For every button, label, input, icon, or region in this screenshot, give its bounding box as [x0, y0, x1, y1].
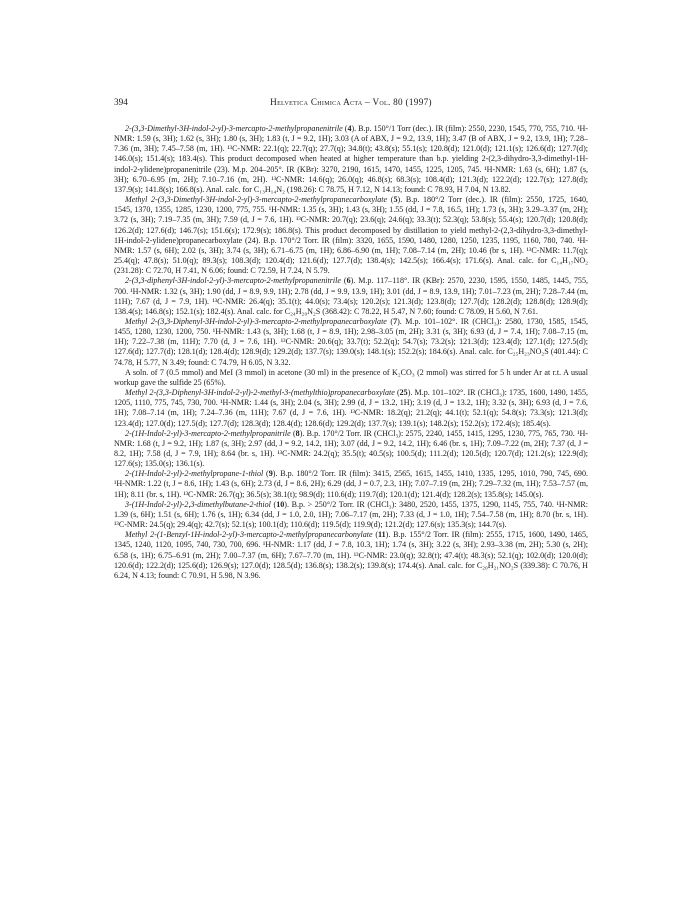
compound-data: . B.p. 155°/2 Torr. IR (film): 2555, 1715, 1600, 1490, 1465, 1345, 1240, 1120, 1095, 740, 730, 700, 696. ¹H-NMR: 1.17 (dd, J = 7.8, 10.3, 1H); 1.74 (s, 3H); 3.22 (s, 3H); 2.93–3.38 (m, 2H); 5.30 (s, 2H); 6.58 (s, 1H); 6.75–6.91 (m, 2H); 7.00–7.37 (m, 6H); 7.67–7.70 (m, 1H). ¹³C-NMR: 23.0(q); 32.8(t); 47.4(t); 48.3(s); 52.1(q); 102.0(d); 120.0(d); 120.6(d); 122.2(d); 125.6(d); 126.9(s); 127.0(d); 128.5(d); 136.8(s); 138.2(s); 139.8(s); 174.4(s). Anal. calc. for C₂₀H₂₁NO₂S (339.38): C 70.76, H 6.24, N 4.13; found: C 70.91, H 5.98, N 3.96. [114, 530, 588, 580]
article-body [114, 124, 588, 844]
compound-title: Methyl 2-(1-Benzyl-1H-indol-2-yl)-3-mercapto-2-methylpropanecarbonylate [125, 530, 373, 540]
compound-data: . B.p. > 250°/2 Torr. IR (CHCl₃): 3480, 2520, 1455, 1375, 1290, 1145, 755, 740. ¹H-NMR: 1.39 (s, 6H); 1.51 (s, 6H); 1.76 (s, 1H); 6.34 (dd, J = 1.0, 2.0, 1H); 7.06–7.17 (m, 2H); 7.33 (d, J = 1.0, 1H); 7.54–7.58 (m, 1H); 8.70 (br. s, 1H). ¹³C-NMR: 24.5(q); 29.4(q); 42.7(s); 52.1(s); 100.1(d); 110.6(d); 119.5(d); 119.9(d); 121.2(d); 127.6(s); 135.3(s); 144.7(s). [114, 499, 588, 530]
compound-data: . M.p. 101–102°. IR (CHCl₃): 2580, 1730, 1585, 1545, 1455, 1280, 1230, 1200, 750. ¹H-NMR: 1.43 (s, 3H); 1.68 (t, J = 8.9, 1H); 2.98–3.05 (m, 2H); 3.31 (s, 3H); 6.93 (d, J = 7.4, 1H); 7.08–7.15 (m, 1H); 7.22–7.38 (m, 11H); 7.70 (d, J = 7.6, 1H). ¹³C-NMR: 20.6(q); 33.7(t); 52.2(q); 54.7(s); 73.2(s); 121.3(d); 123.4(d); 127.1(d); 127.5(d); 127.6(d); 127.7(d); 128.1(d); 128.4(d); 128.9(d); 129.2(d); 137.7(s); 139.0(s); 148.1(s); 152.2(s); 184.6(s). Anal. calc. for C₂₅H₂₃NO₂S (401.44): C 74.78, H 5.77, N 3.49; found: C 74.79, H 6.05, N 3.32. [114, 316, 588, 367]
compound-title: 2-(1H-Indol-2-yl)-3-mercapto-2-methylpropanitrile [125, 428, 291, 438]
compound-number: 7 [393, 316, 398, 326]
compound-data: . B.p. 170°/2 Torr. IR (CHCl₃): 2575, 2240, 1455, 1415, 1295, 1230, 775, 765, 730. ¹H-NMR: 1.68 (t, J = 9.2, 1H); 1.87 (s, 3H); 2.97 (dd, J = 9.2, 14.2, 1H); 3.07 (dd, J = 9.2, 14.2, 1H); 6.46 (br. s, 1H); 7.09–7.22 (m, 2H); 7.37 (d, J = 8.2, 1H); 7.58 (d, J = 7.9, 1H); 8.64 (br. s, 1H). ¹³C-NMR: 24.2(q); 35.5(t); 40.5(s); 100.5(d); 111.2(d); 120.5(d); 120.7(d); 121.2(s); 122.9(d); 127.6(s); 135.0(s); 136.1(s). [114, 428, 588, 469]
compound-data: . B.p. 150°/1 Torr (dec.). IR (film): 2550, 2230, 1545, 770, 755, 710. ¹H-NMR: 1.59 (s, 3H); 1.62 (s, 3H); 1.80 (s, 3H); 1.83 (t, J = 9.2, 1H); 3.03 (A of ABX, J = 9.2, 13.9, 1H); 3.47 (B of ABX, J = 9.2, 13.9, 1H); 7.28–7.36 (m, 3H); 7.45–7.58 (m, 1H). ¹³C-NMR: 22.1(q); 22.7(q); 27.7(q); 34.8(t); 43.8(s); 55.1(s); 120.8(d); 121.0(d); 121.1(s); 126.6(d); 127.7(d); 146.0(s); 151.4(s); 183.4(s). This product decomposed when heated at higher temperature than b.p. yielding 2-(2,3-dihydro-3,3-dimethyl-1H-indol-2-ylidene)propanenitrile (23). M.p. 204–205°. IR (KBr): 3270, 2190, 1615, 1470, 1455, 1225, 1205, 745. ¹H-NMR: 1.63 (s, 6H); 1.87 (s, 3H); 6.70–6.95 (m, 2H); 7.10–7.16 (m, 2H). ¹³C-NMR: 14.6(q); 26.0(q); 46.8(s); 68.3(s); 108.4(d); 121.3(d); 122.2(d); 122.7(s); 127.8(d); 137.9(s); 141.8(s); 166.8(s). Anal. calc. for C₁₃H₁₄N₂ (198.26): C 78.75, H 7.12, N 14.13; found: C 78.93, H 7.04, N 13.82. [114, 124, 588, 194]
paragraph-compound-9: 2-(1H-Indol-2-yl)-2-methylpropane-1-thiol (9). B.p. 180°/2 Torr. IR (film): 3415, 2565, 1615, 1455, 1410, 1335, 1295, 1010, 790, 745, 690. ¹H-NMR: 1.22 (t, J = 8.6, 1H); 1.43 (s, 6H); 2.73 (d, J = 8.6, 2H); 6.29 (dd, J = 0.7, 2.3, 1H); 7.07–7.19 (m, 2H); 7.29–7.32 (m, 1H); 7.53–7.57 (m, 1H); 8.11 (br. s, 1H). ¹³C-NMR: 26.7(q); 36.5(s); 38.1(t); 98.9(d); 110.6(d); 119.7(d); 120.1(d); 121.4(d); 128.2(s); 135.8(s); 145.0(s). [114, 469, 588, 499]
compound-number: 10 [276, 499, 285, 509]
compound-title: Methyl 2-(3,3-Diphenyl-3H-indol-2-yl)-3-mercapto-2-methylpropanecarboxylate [125, 316, 387, 326]
paragraph-compound-7: Methyl 2-(3,3-Diphenyl-3H-indol-2-yl)-3-mercapto-2-methylpropanecarboxylate (7). M.p. 101–102°. IR (CHCl₃): 2580, 1730, 1585, 1545, 1455, 1280, 1230, 1200, 750. ¹H-NMR: 1.43 (s, 3H); 1.68 (t, J = 8.9, 1H); 2.98–3.05 (m, 2H); 3.31 (s, 3H); 6.93 (d, J = 7.4, 1H); 7.08–7.15 (m, 1H); 7.22–7.38 (m, 11H); 7.70 (d, J = 7.6, 1H). ¹³C-NMR: 20.6(q); 33.7(t); 52.2(q); 54.7(s); 73.2(s); 121.3(d); 123.4(d); 127.1(d); 127.5(d); 127.6(d); 127.7(d); 128.1(d); 128.4(d); 128.9(d); 129.2(d); 137.7(s); 139.0(s); 148.1(s); 152.2(s); 184.6(s). Anal. calc. for C₂₅H₂₃NO₂S (401.44): C 74.78, H 5.77, N 3.49; found: C 74.79, H 6.05, N 3.32. [114, 316, 588, 367]
compound-number: 25 [399, 388, 408, 398]
paragraph-compound-6: 2-(3,3-diphenyl-3H-indol-2-yl)-3-mercapto-2-methylpropanenitrile (6). M.p. 117–118°. IR (KBr): 2570, 2230, 1595, 1550, 1485, 1445, 755, 700. ¹H-NMR: 1.32 (s, 3H); 1.90 (dd, J = 8.9, 9.9, 1H); 2.78 (dd, J = 9.9, 13.9, 1H); 3.01 (dd, J = 8.9, 13.9, 1H); 7.01–7.23 (m, 2H); 7.28–7.44 (m, 11H); 7.67 (d, J = 7.9, 1H). ¹³C-NMR: 26.4(q); 35.1(t); 44.0(s); 73.4(s); 120.2(s); 121.3(d); 123.8(d); 127.7(d); 128.2(d); 128.8(d); 128.9(d); 138.4(s); 146.8(s); 152.1(s); 182.4(s). Anal. calc. for C₂₄H₂₀N₂S (368.42): C 78.22, H 5.47, N 7.60; found: C 78.09, H 5.60, N 7.61. [114, 276, 588, 316]
paragraph-compound-8: 2-(1H-Indol-2-yl)-3-mercapto-2-methylpropanitrile (8). B.p. 170°/2 Torr. IR (CHCl₃): 2575, 2240, 1455, 1415, 1295, 1230, 775, 765, 730. ¹H-NMR: 1.68 (t, J = 9.2, 1H); 1.87 (s, 3H); 2.97 (dd, J = 9.2, 14.2, 1H); 3.07 (dd, J = 9.2, 14.2, 1H); 6.46 (br. s, 1H); 7.09–7.22 (m, 2H); 7.37 (d, J = 8.2, 1H); 7.58 (d, J = 7.9, 1H); 8.64 (br. s, 1H). ¹³C-NMR: 24.2(q); 35.5(t); 40.5(s); 100.5(d); 111.2(d); 120.5(d); 120.7(d); 121.2(s); 122.9(d); 127.6(s); 135.0(s); 136.1(s). [114, 428, 588, 469]
compound-title: 3-(1H-Indol-2-yl)-2,3-dimethylbutane-2-thiol [125, 499, 271, 509]
compound-number: 4 [347, 124, 352, 133]
compound-title: 2-(1H-Indol-2-yl)-2-methylpropane-1-thiol [125, 469, 264, 479]
compound-number: 5 [393, 195, 398, 205]
compound-number: 11 [378, 530, 386, 540]
compound-title: 2-(3,3-diphenyl-3H-indol-2-yl)-3-mercapto-2-methylpropanenitrile [125, 276, 341, 286]
paragraph-compound-25: Methyl 2-(3,3-Diphenyl-3H-indol-2-yl)-2-methyl-3-(methylthio)propanecarboxylate (25). M.p. 101–102°. IR (CHCl₃): 1735, 1600, 1490, 1455, 1205, 1110, 775, 745, 730, 700. ¹H-NMR: 1.44 (s, 3H); 2.04 (s, 3H); 2.99 (d, J = 13.2, 1H); 3.19 (d, J = 13.2, 1H); 3.32 (s, 3H); 6.93 (d, J = 7.6, 1H); 7.08–7.14 (m, 1H); 7.24–7.36 (m, 11H); 7.67 (d, J = 7.6, 1H). ¹³C-NMR: 18.2(q); 21.2(q); 44.1(t); 52.1(q); 54.8(s); 73.3(s); 121.3(d); 123.4(d); 127.0(d); 127.5(d); 127.7(d); 128.3(d); 128.4(d); 128.6(d); 129.2(d); 137.7(s); 139.1(s); 148.2(s); 152.2(s); 172.4(s); 185.4(s). [114, 388, 588, 428]
compound-number: 9 [268, 469, 273, 479]
page-number: 394 [114, 97, 128, 107]
compound-number: 8 [295, 428, 300, 438]
compound-title: Methyl 2-(3,3-Diphenyl-3H-indol-2-yl)-2-methyl-3-(methylthio)propanecarboxylate [125, 388, 395, 398]
journal-title: Helvetica Chimica Acta – Vol. 80 (1997) [270, 97, 432, 107]
compound-title: 2-(3,3-Dimethyl-3H-indol-2-yl)-3-mercapto-2-methylpropanenitrile [125, 124, 343, 133]
paragraph-procedure [114, 368, 588, 388]
compound-data: . M.p. 101–102°. IR (CHCl₃): 1735, 1600, 1490, 1455, 1205, 1110, 775, 745, 730, 700. ¹H-NMR: 1.44 (s, 3H); 2.04 (s, 3H); 2.99 (d, J = 13.2, 1H); 3.19 (d, J = 13.2, 1H); 3.32 (s, 3H); 6.93 (d, J = 7.6, 1H); 7.08–7.14 (m, 1H); 7.24–7.36 (m, 11H); 7.67 (d, J = 7.6, 1H). ¹³C-NMR: 18.2(q); 21.2(q); 44.1(t); 52.1(q); 54.8(s); 73.3(s); 121.3(d); 123.4(d); 127.0(d); 127.5(d); 127.7(d); 128.3(d); 128.4(d); 128.6(d); 129.2(d); 137.7(s); 139.1(s); 148.2(s); 152.2(s); 172.4(s); 185.4(s). [114, 388, 588, 428]
compound-data: . M.p. 117–118°. IR (KBr): 2570, 2230, 1595, 1550, 1485, 1445, 755, 700. ¹H-NMR: 1.32 (s, 3H); 1.90 (dd, J = 8.9, 9.9, 1H); 2.78 (dd, J = 9.9, 13.9, 1H); 3.01 (dd, J = 8.9, 13.9, 1H); 7.01–7.23 (m, 2H); 7.28–7.44 (m, 11H); 7.67 (d, J = 7.9, 1H). ¹³C-NMR: 26.4(q); 35.1(t); 44.0(s); 73.4(s); 120.2(s); 121.3(d); 123.8(d); 127.7(d); 128.2(d); 128.8(d); 128.9(d); 138.4(s); 146.8(s); 152.1(s); 182.4(s). Anal. calc. for C₂₄H₂₀N₂S (368.42): C 78.22, H 5.47, N 7.60; found: C 78.09, H 5.60, N 7.61. [114, 276, 588, 316]
paragraph-compound-11: Methyl 2-(1-Benzyl-1H-indol-2-yl)-3-mercapto-2-methylpropanecarbonylate (11). B.p. 155°/2 Torr. IR (film): 2555, 1715, 1600, 1490, 1465, 1345, 1240, 1120, 1095, 740, 730, 700, 696. ¹H-NMR: 1.17 (dd, J = 7.8, 10.3, 1H); 1.74 (s, 3H); 3.22 (s, 3H); 2.93–3.38 (m, 2H); 5.30 (s, 2H); 6.58 (s, 1H); 6.75–6.91 (m, 2H); 7.00–7.37 (m, 6H); 7.67–7.70 (m, 1H). ¹³C-NMR: 23.0(q); 32.8(t); 47.4(t); 48.3(s); 52.1(q); 102.0(d); 120.0(d); 120.6(d); 122.2(d); 125.6(d); 126.9(s); 127.0(d); 128.5(d); 136.8(s); 138.2(s); 139.8(s); 174.4(s). Anal. calc. for C₂₀H₂₁NO₂S (339.38): C 70.76, H 6.24, N 4.13; found: C 70.91, H 5.98, N 3.96. [114, 530, 588, 580]
paragraph-compound-5: Methyl 2-(3,3-Dimethyl-3H-indol-2-yl)-3-mercapto-2-methylpropanecarboxylate (5). B.p. 180°/2 Torr (dec.). IR (film): 2550, 1725, 1640, 1545, 1370, 1355, 1285, 1230, 1200, 775, 755. ¹H-NMR: 1.35 (s, 3H); 1.43 (s, 3H); 1.55 (dd, J = 7.8, 16.5, 1H); 1.73 (s, 3H); 3.29–3.37 (m, 2H); 3.72 (s, 3H); 7.19–7.35 (m, 3H); 7.59 (d, J = 7.6, 1H). ¹³C-NMR: 20.7(q); 23.6(q); 24.6(q); 33.3(t); 52.3(q); 53.8(s); 55.4(s); 120.7(d); 120.8(d); 126.2(d); 127.6(d); 146.7(s); 151.6(s); 172.9(s); 186.8(s). This product decomposed by distillation to yield methyl-2-(2,3-dihydro-3,3-dimethyl-1H-indol-2-ylidene)propanecarboxylate (24). B.p. 170°/2 Torr. IR (film): 3320, 1655, 1590, 1480, 1280, 1250, 1235, 1195, 1160, 780, 740. ¹H-NMR: 1.57 (s, 6H); 2.02 (s, 3H); 3.74 (s, 3H); 6.71–6.75 (m, 1H); 6.86–6.90 (m, 1H); 7.08–7.14 (m, 2H); 10.46 (br s, 1H). ¹³C-NMR: 11.7(q); 25.4(q); 47.8(s); 51.0(q); 89.3(s); 108.3(d); 120.4(d); 121.6(d); 127.7(d); 138.4(s); 142.5(s); 166.4(s); 171.6(s). Anal. calc. for C₁₄H₁₇NO₂ (231.28): C 72.70, H 7.41, N 6.06; found: C 72.59, H 7.24, N 5.79. [114, 195, 588, 276]
compound-data: . B.p. 180°/2 Torr. IR (film): 3415, 2565, 1615, 1455, 1410, 1335, 1295, 1010, 790, 745, 690. ¹H-NMR: 1.22 (t, J = 8.6, 1H); 1.43 (s, 6H); 2.73 (d, J = 8.6, 2H); 6.29 (dd, J = 0.7, 2.3, 1H); 7.07–7.19 (m, 2H); 7.29–7.32 (m, 1H); 7.53–7.57 (m, 1H); 8.11 (br. s, 1H). ¹³C-NMR: 26.7(q); 36.5(s); 38.1(t); 98.9(d); 110.6(d); 119.7(d); 120.1(d); 121.4(d); 128.2(s); 135.8(s); 145.0(s). [114, 469, 588, 499]
procedure-text: A soln. of 7 (0.5 mmol) and MeI (3 mmol) in acetone (30 ml) in the presence of K₂CO₃ (2 mmol) was stirred for 5 h under Ar at r.t. A usual workup gave the sulfide 25 (65%). [114, 367, 588, 387]
compound-title: Methyl 2-(3,3-Dimethyl-3H-indol-2-yl)-3-mercapto-2-methylpropanecarboxylate [125, 195, 388, 205]
page-header [114, 96, 588, 108]
compound-data: . B.p. 180°/2 Torr (dec.). IR (film): 2550, 1725, 1640, 1545, 1370, 1355, 1285, 1230, 1200, 775, 755. ¹H-NMR: 1.35 (s, 3H); 1.43 (s, 3H); 1.55 (dd, J = 7.8, 16.5, 1H); 1.73 (s, 3H); 3.29–3.37 (m, 2H); 3.72 (s, 3H); 7.19–7.35 (m, 3H); 7.59 (d, J = 7.6, 1H). ¹³C-NMR: 20.7(q); 23.6(q); 24.6(q); 33.3(t); 52.3(q); 53.8(s); 55.4(s); 120.7(d); 120.8(d); 126.2(d); 127.6(d); 146.7(s); 151.6(s); 172.9(s); 186.8(s). This product decomposed by distillation to yield methyl-2-(2,3-dihydro-3,3-dimethyl-1H-indol-2-ylidene)propanecarboxylate (24). B.p. 170°/2 Torr. IR (film): 3320, 1655, 1590, 1480, 1280, 1250, 1235, 1195, 1160, 780, 740. ¹H-NMR: 1.57 (s, 6H); 2.02 (s, 3H); 3.74 (s, 3H); 6.71–6.75 (m, 1H); 6.86–6.90 (m, 1H); 7.08–7.14 (m, 2H); 10.46 (br s, 1H). ¹³C-NMR: 11.7(q); 25.4(q); 47.8(s); 51.0(q); 89.3(s); 108.3(d); 120.4(d); 121.6(d); 127.7(d); 138.4(s); 142.5(s); 166.4(s); 171.6(s). Anal. calc. for C₁₄H₁₇NO₂ (231.28): C 72.70, H 7.41, N 6.06; found: C 72.59, H 7.24, N 5.79. [114, 195, 588, 276]
compound-number: 6 [346, 276, 351, 286]
paragraph-compound-4: 2-(3,3-Dimethyl-3H-indol-2-yl)-3-mercapto-2-methylpropanenitrile (4). B.p. 150°/1 Torr (dec.). IR (film): 2550, 2230, 1545, 770, 755, 710. ¹H-NMR: 1.59 (s, 3H); 1.62 (s, 3H); 1.80 (s, 3H); 1.83 (t, J = 9.2, 1H); 3.03 (A of ABX, J = 9.2, 13.9, 1H); 3.47 (B of ABX, J = 9.2, 13.9, 1H); 7.28–7.36 (m, 3H); 7.45–7.58 (m, 1H). ¹³C-NMR: 22.1(q); 22.7(q); 27.7(q); 34.8(t); 43.8(s); 55.1(s); 120.8(d); 121.0(d); 121.1(s); 126.6(d); 127.7(d); 146.0(s); 151.4(s); 183.4(s). This product decomposed when heated at higher temperature than b.p. yielding 2-(2,3-dihydro-3,3-dimethyl-1H-indol-2-ylidene)propanenitrile (23). M.p. 204–205°. IR (KBr): 3270, 2190, 1615, 1470, 1455, 1225, 1205, 745. ¹H-NMR: 1.63 (s, 6H); 1.87 (s, 3H); 6.70–6.95 (m, 2H); 7.10–7.16 (m, 2H). ¹³C-NMR: 14.6(q); 26.0(q); 46.8(s); 68.3(s); 108.4(d); 121.3(d); 122.2(d); 122.7(s); 127.8(d); 137.9(s); 141.8(s); 166.8(s). Anal. calc. for C₁₃H₁₄N₂ (198.26): C 78.75, H 7.12, N 14.13; found: C 78.93, H 7.04, N 13.82. [114, 124, 588, 194]
paragraph-compound-10: 3-(1H-Indol-2-yl)-2,3-dimethylbutane-2-thiol (10). B.p. > 250°/2 Torr. IR (CHCl₃): 3480, 2520, 1455, 1375, 1290, 1145, 755, 740. ¹H-NMR: 1.39 (s, 6H); 1.51 (s, 6H); 1.76 (s, 1H); 6.34 (dd, J = 1.0, 2.0, 1H); 7.06–7.17 (m, 2H); 7.33 (d, J = 1.0, 1H); 7.54–7.58 (m, 1H); 8.70 (br. s, 1H). ¹³C-NMR: 24.5(q); 29.4(q); 42.7(s); 52.1(s); 100.1(d); 110.6(d); 119.5(d); 119.9(d); 121.2(d); 127.6(s); 135.3(s); 144.7(s). [114, 499, 588, 530]
